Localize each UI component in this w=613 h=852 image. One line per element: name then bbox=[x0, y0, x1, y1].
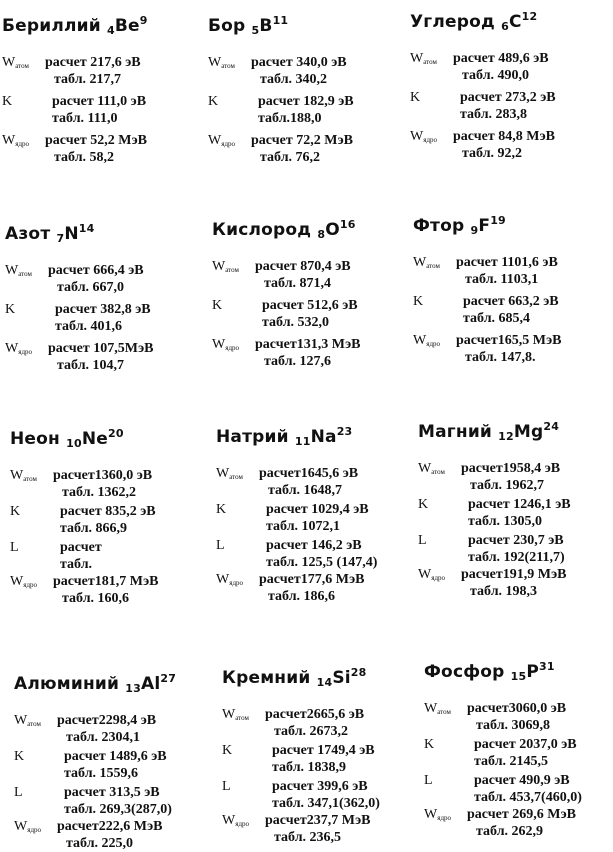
w-atom-symbol bbox=[2, 54, 29, 75]
w-atom-symbol bbox=[418, 460, 445, 481]
w-atom-symbol bbox=[216, 465, 243, 486]
w-nucleus-symbol bbox=[424, 806, 451, 827]
w-nucleus-symbol bbox=[410, 128, 437, 149]
w-atom-calculated: расчет1958,4 эВ bbox=[461, 461, 561, 476]
w-letter: W bbox=[10, 468, 24, 483]
mass-number: 27 bbox=[160, 672, 177, 685]
element-symbol: C bbox=[508, 12, 522, 32]
w-nucleus-calculated: расчет 72,2 МэВ bbox=[251, 133, 353, 148]
w-atom-table-value: табл. 667,0 bbox=[57, 280, 125, 295]
w-atom-table-value: табл. 3069,8 bbox=[476, 718, 551, 733]
mass-number: 19 bbox=[490, 214, 506, 227]
atomic-number: 13 bbox=[125, 682, 141, 695]
w-letter: W bbox=[14, 713, 28, 728]
w-nucleus-table-value: табл. 262,9 bbox=[476, 824, 544, 839]
w-subscript: атом bbox=[15, 62, 29, 70]
mass-number: 16 bbox=[339, 218, 356, 231]
w-letter: W bbox=[5, 341, 19, 356]
shell-letter: L bbox=[418, 533, 427, 548]
shell-letter: K bbox=[212, 298, 223, 313]
k-shell-calculated: расчет 512,6 эВ bbox=[262, 298, 358, 313]
element-title bbox=[418, 420, 559, 443]
w-nucleus-symbol bbox=[5, 340, 32, 361]
atomic-number: 15 bbox=[510, 670, 527, 683]
element-name: Бор bbox=[208, 16, 246, 36]
element-symbol: Mg bbox=[513, 422, 544, 442]
w-atom-table-value: табл. 2673,2 bbox=[274, 724, 349, 739]
k-shell-symbol bbox=[418, 496, 428, 513]
w-subscript: атом bbox=[23, 475, 37, 483]
w-nucleus-calculated: расчет181,7 МэВ bbox=[53, 574, 159, 589]
w-atom-calculated: расчет 340,0 эВ bbox=[251, 55, 347, 70]
w-atom-table-value: табл. 217,7 bbox=[54, 72, 122, 87]
element-name: Кремний bbox=[222, 668, 311, 688]
shell-letter: K bbox=[418, 497, 429, 512]
k-shell-calculated: расчет 273,2 эВ bbox=[460, 90, 556, 105]
atomic-number: 12 bbox=[498, 430, 514, 443]
w-letter: W bbox=[410, 51, 424, 66]
element-title bbox=[5, 222, 95, 245]
l-shell-table-value: табл. bbox=[60, 557, 93, 572]
shell-letter: K bbox=[216, 502, 227, 517]
l-shell-calculated: расчет bbox=[60, 540, 102, 555]
w-letter: W bbox=[208, 133, 222, 148]
k-shell-table-value: табл. 1559,6 bbox=[64, 766, 139, 781]
l-shell-symbol bbox=[418, 532, 427, 549]
w-atom-symbol bbox=[424, 700, 451, 721]
k-shell-table-value: табл. 1305,0 bbox=[468, 514, 543, 529]
element-title bbox=[212, 218, 356, 241]
w-letter: W bbox=[212, 337, 226, 352]
w-nucleus-table-value: табл. 147,8. bbox=[465, 350, 536, 365]
shell-letter: L bbox=[14, 785, 23, 800]
k-shell-table-value: табл. 283,8 bbox=[460, 107, 528, 122]
w-nucleus-table-value: табл. 186,6 bbox=[268, 589, 336, 604]
w-atom-symbol bbox=[212, 258, 239, 279]
w-atom-calculated: расчет1360,0 эВ bbox=[53, 468, 153, 483]
w-nucleus-table-value: табл. 104,7 bbox=[57, 358, 125, 373]
shell-letter: L bbox=[424, 773, 433, 788]
w-subscript: ядро bbox=[426, 340, 440, 348]
w-nucleus-symbol bbox=[413, 332, 440, 353]
w-letter: W bbox=[418, 461, 432, 476]
k-shell-calculated: расчет 111,0 эВ bbox=[52, 94, 147, 109]
element-name: Натрий bbox=[216, 427, 289, 447]
w-letter: W bbox=[222, 813, 236, 828]
mass-number: 14 bbox=[78, 222, 95, 235]
l-shell-symbol bbox=[10, 539, 19, 556]
element-title bbox=[2, 14, 148, 37]
w-atom-symbol bbox=[10, 467, 37, 488]
w-atom-calculated: расчет 666,4 эВ bbox=[48, 263, 144, 278]
w-nucleus-table-value: табл. 76,2 bbox=[260, 150, 321, 165]
element-block-ne bbox=[10, 427, 210, 607]
w-letter: W bbox=[208, 55, 222, 70]
k-shell-symbol bbox=[14, 748, 24, 765]
w-letter: W bbox=[216, 466, 230, 481]
w-nucleus-calculated: расчет131,3 МэВ bbox=[255, 337, 361, 352]
w-nucleus-table-value: табл. 92,2 bbox=[462, 146, 523, 161]
element-block-si bbox=[222, 666, 422, 846]
l-shell-symbol bbox=[424, 772, 433, 789]
element-name: Магний bbox=[418, 422, 493, 442]
w-subscript: ядро bbox=[27, 826, 41, 834]
w-atom-calculated: расчет2665,6 эВ bbox=[265, 707, 365, 722]
shell-letter: K bbox=[208, 94, 219, 109]
k-shell-calculated: расчет 182,9 эВ bbox=[258, 94, 354, 109]
mass-number: 31 bbox=[539, 660, 555, 673]
w-nucleus-calculated: расчет177,6 МэВ bbox=[259, 572, 365, 587]
k-shell-table-value: табл. 2145,5 bbox=[474, 754, 549, 769]
w-atom-symbol bbox=[410, 50, 437, 71]
w-atom-calculated: расчет3060,0 эВ bbox=[467, 701, 567, 716]
mass-number: 28 bbox=[350, 666, 367, 679]
w-nucleus-symbol bbox=[212, 336, 239, 357]
element-symbol: Si bbox=[332, 668, 351, 688]
l-shell-calculated: расчет 230,7 эВ bbox=[468, 533, 564, 548]
w-nucleus-symbol bbox=[10, 573, 37, 594]
w-letter: W bbox=[424, 807, 438, 822]
l-shell-calculated: расчет 490,9 эВ bbox=[474, 773, 570, 788]
k-shell-calculated: расчет 382,8 эВ bbox=[55, 302, 151, 317]
k-shell-table-value: табл. 866,9 bbox=[60, 521, 128, 536]
w-atom-calculated: расчет 1101,6 эВ bbox=[456, 255, 558, 270]
shell-letter: L bbox=[216, 538, 225, 553]
element-title bbox=[216, 425, 352, 448]
element-symbol: F bbox=[478, 216, 491, 236]
w-subscript: ядро bbox=[229, 579, 243, 587]
element-name: Бериллий bbox=[2, 16, 101, 36]
element-block-mg bbox=[418, 420, 613, 600]
w-nucleus-table-value: табл. 198,3 bbox=[470, 584, 538, 599]
element-title bbox=[208, 14, 288, 37]
atomic-number: 5 bbox=[251, 24, 260, 37]
element-title bbox=[413, 214, 506, 237]
element-block-n bbox=[5, 222, 205, 402]
w-letter: W bbox=[216, 572, 230, 587]
element-symbol: Ne bbox=[81, 429, 108, 449]
w-nucleus-table-value: табл. 225,0 bbox=[66, 836, 134, 851]
k-shell-calculated: расчет 1489,6 эВ bbox=[64, 749, 167, 764]
w-atom-symbol bbox=[5, 262, 32, 283]
w-subscript: атом bbox=[18, 270, 32, 278]
w-atom-table-value: табл. 1103,1 bbox=[465, 272, 539, 287]
element-name: Кислород bbox=[212, 220, 312, 240]
w-atom-calculated: расчет 217,6 эВ bbox=[45, 55, 141, 70]
k-shell-symbol bbox=[424, 736, 434, 753]
w-atom-calculated: расчет2298,4 эВ bbox=[57, 713, 157, 728]
w-subscript: ядро bbox=[23, 581, 37, 589]
w-subscript: атом bbox=[225, 266, 239, 274]
element-title bbox=[424, 660, 555, 683]
atomic-number: 6 bbox=[501, 20, 509, 33]
k-shell-calculated: расчет 835,2 эВ bbox=[60, 504, 156, 519]
w-nucleus-calculated: расчет 52,2 МэВ bbox=[45, 133, 147, 148]
k-shell-calculated: расчет 2037,0 эВ bbox=[474, 737, 577, 752]
l-shell-table-value: табл. 125,5 (147,4) bbox=[266, 555, 378, 570]
l-shell-table-value: табл. 347,1(362,0) bbox=[272, 796, 380, 811]
element-name: Углерод bbox=[410, 12, 495, 32]
element-name: Неон bbox=[10, 429, 60, 449]
l-shell-symbol bbox=[222, 778, 231, 795]
w-letter: W bbox=[424, 701, 438, 716]
mass-number: 12 bbox=[521, 10, 538, 23]
k-shell-symbol bbox=[208, 93, 218, 110]
k-shell-symbol bbox=[5, 301, 15, 318]
w-subscript: ядро bbox=[431, 574, 445, 582]
w-atom-calculated: расчет 870,4 эВ bbox=[255, 259, 351, 274]
w-subscript: ядро bbox=[18, 348, 32, 356]
element-name: Фтор bbox=[413, 216, 465, 236]
l-shell-table-value: табл. 192(211,7) bbox=[468, 550, 565, 565]
w-nucleus-symbol bbox=[418, 566, 445, 587]
shell-letter: K bbox=[14, 749, 25, 764]
w-subscript: ядро bbox=[15, 140, 29, 148]
k-shell-table-value: табл. 532,0 bbox=[262, 315, 330, 330]
element-symbol: Be bbox=[114, 16, 140, 36]
w-nucleus-table-value: табл. 236,5 bbox=[274, 830, 342, 845]
element-block-o bbox=[212, 218, 412, 398]
w-atom-symbol bbox=[222, 706, 249, 727]
w-letter: W bbox=[413, 333, 427, 348]
w-nucleus-table-value: табл. 127,6 bbox=[264, 354, 332, 369]
k-shell-table-value: табл. 1838,9 bbox=[272, 760, 347, 775]
l-shell-table-value: табл. 269,3(287,0) bbox=[64, 802, 172, 817]
w-letter: W bbox=[2, 55, 16, 70]
w-nucleus-calculated: расчет165,5 МэВ bbox=[456, 333, 562, 348]
w-nucleus-symbol bbox=[222, 812, 249, 833]
element-block-al bbox=[14, 672, 214, 852]
w-atom-symbol bbox=[413, 254, 440, 275]
w-atom-table-value: табл. 1648,7 bbox=[268, 483, 343, 498]
element-symbol: O bbox=[325, 220, 340, 240]
w-subscript: атом bbox=[437, 708, 451, 716]
w-nucleus-symbol bbox=[2, 132, 29, 153]
l-shell-symbol bbox=[216, 537, 225, 554]
element-block-f bbox=[413, 214, 613, 394]
k-shell-table-value: табл. 111,0 bbox=[52, 111, 118, 126]
w-subscript: ядро bbox=[221, 140, 235, 148]
w-atom-table-value: табл. 340,2 bbox=[260, 72, 328, 87]
k-shell-symbol bbox=[212, 297, 222, 314]
shell-letter: L bbox=[10, 540, 19, 555]
w-atom-symbol bbox=[208, 54, 235, 75]
element-block-c bbox=[410, 10, 610, 190]
w-subscript: ядро bbox=[235, 820, 249, 828]
w-letter: W bbox=[2, 133, 16, 148]
element-symbol: Na bbox=[310, 427, 337, 447]
shell-letter: K bbox=[424, 737, 435, 752]
k-shell-symbol bbox=[222, 742, 232, 759]
w-subscript: атом bbox=[426, 262, 440, 270]
element-title bbox=[14, 672, 176, 695]
w-subscript: ядро bbox=[437, 814, 451, 822]
element-block-b bbox=[208, 14, 408, 194]
l-shell-table-value: табл. 453,7(460,0) bbox=[474, 790, 582, 805]
w-nucleus-calculated: расчет237,7 МэВ bbox=[265, 813, 371, 828]
shell-letter: K bbox=[5, 302, 16, 317]
w-atom-calculated: расчет1645,6 эВ bbox=[259, 466, 359, 481]
mass-number: 9 bbox=[139, 14, 148, 27]
w-subscript: атом bbox=[221, 62, 235, 70]
w-subscript: атом bbox=[431, 468, 445, 476]
element-name: Фосфор bbox=[424, 662, 505, 682]
element-block-na bbox=[216, 425, 416, 605]
k-shell-table-value: табл. 685,4 bbox=[463, 311, 531, 326]
shell-letter: K bbox=[413, 294, 424, 309]
k-shell-table-value: табл. 1072,1 bbox=[266, 519, 341, 534]
w-letter: W bbox=[10, 574, 24, 589]
k-shell-table-value: табл. 401,6 bbox=[55, 319, 123, 334]
k-shell-symbol bbox=[10, 503, 20, 520]
w-atom-calculated: расчет 489,6 эВ bbox=[453, 51, 549, 66]
k-shell-calculated: расчет 1246,1 эВ bbox=[468, 497, 571, 512]
w-subscript: атом bbox=[423, 58, 437, 66]
w-nucleus-symbol bbox=[208, 132, 235, 153]
w-atom-table-value: табл. 490,0 bbox=[462, 68, 530, 83]
k-shell-symbol bbox=[410, 89, 420, 106]
w-atom-table-value: табл. 871,4 bbox=[264, 276, 332, 291]
k-shell-calculated: расчет 1029,4 эВ bbox=[266, 502, 369, 517]
shell-letter: K bbox=[2, 94, 13, 109]
w-subscript: атом bbox=[229, 473, 243, 481]
element-symbol: P bbox=[526, 662, 540, 682]
atomic-number: 7 bbox=[56, 232, 65, 245]
mass-number: 23 bbox=[336, 425, 353, 438]
k-shell-calculated: расчет 1749,4 эВ bbox=[272, 743, 375, 758]
w-nucleus-calculated: расчет222,6 МэВ bbox=[57, 819, 163, 834]
mass-number: 24 bbox=[543, 420, 560, 433]
element-title bbox=[410, 10, 537, 33]
w-nucleus-calculated: расчет 107,5МэВ bbox=[48, 341, 154, 356]
w-atom-table-value: табл. 1962,7 bbox=[470, 478, 545, 493]
w-nucleus-calculated: расчет 84,8 МэВ bbox=[453, 129, 555, 144]
k-shell-table-value: табл.188,0 bbox=[258, 111, 322, 126]
shell-letter: K bbox=[410, 90, 421, 105]
w-nucleus-calculated: расчет 269,6 МэВ bbox=[467, 807, 576, 822]
w-letter: W bbox=[418, 567, 432, 582]
w-nucleus-symbol bbox=[216, 571, 243, 592]
k-shell-symbol bbox=[216, 501, 226, 518]
element-symbol: N bbox=[64, 224, 79, 244]
w-atom-symbol bbox=[14, 712, 41, 733]
atomic-number: 11 bbox=[294, 435, 311, 448]
w-letter: W bbox=[212, 259, 226, 274]
l-shell-calculated: расчет 399,6 эВ bbox=[272, 779, 368, 794]
element-title bbox=[10, 427, 124, 450]
w-letter: W bbox=[14, 819, 28, 834]
element-block-p bbox=[424, 660, 613, 840]
element-symbol: Al bbox=[140, 674, 161, 694]
mass-number: 11 bbox=[272, 14, 289, 27]
w-atom-table-value: табл. 2304,1 bbox=[66, 730, 141, 745]
w-subscript: ядро bbox=[225, 344, 239, 352]
shell-letter: L bbox=[222, 779, 231, 794]
w-subscript: атом bbox=[27, 720, 41, 728]
k-shell-symbol bbox=[2, 93, 12, 110]
w-letter: W bbox=[222, 707, 236, 722]
k-shell-calculated: расчет 663,2 эВ bbox=[463, 294, 559, 309]
w-letter: W bbox=[410, 129, 424, 144]
w-subscript: ядро bbox=[423, 136, 437, 144]
atomic-number: 14 bbox=[316, 676, 333, 689]
w-nucleus-symbol bbox=[14, 818, 41, 839]
shell-letter: K bbox=[10, 504, 21, 519]
element-name: Азот bbox=[5, 224, 51, 244]
element-name: Алюминий bbox=[14, 674, 120, 694]
element-symbol: B bbox=[259, 16, 273, 36]
k-shell-symbol bbox=[413, 293, 423, 310]
atomic-number: 4 bbox=[107, 24, 115, 37]
element-title bbox=[222, 666, 367, 689]
l-shell-calculated: расчет 313,5 эВ bbox=[64, 785, 160, 800]
shell-letter: K bbox=[222, 743, 233, 758]
w-subscript: атом bbox=[235, 714, 249, 722]
w-letter: W bbox=[413, 255, 427, 270]
mass-number: 20 bbox=[108, 427, 124, 440]
atomic-number: 8 bbox=[317, 228, 326, 241]
w-atom-table-value: табл. 1362,2 bbox=[62, 485, 137, 500]
w-nucleus-calculated: расчет191,9 МэВ bbox=[461, 567, 567, 582]
atomic-number: 9 bbox=[470, 224, 479, 237]
w-nucleus-table-value: табл. 160,6 bbox=[62, 591, 130, 606]
atomic-number: 10 bbox=[66, 437, 82, 450]
l-shell-symbol bbox=[14, 784, 23, 801]
element-block-be bbox=[2, 14, 202, 194]
w-letter: W bbox=[5, 263, 19, 278]
l-shell-calculated: расчет 146,2 эВ bbox=[266, 538, 362, 553]
w-nucleus-table-value: табл. 58,2 bbox=[54, 150, 115, 165]
